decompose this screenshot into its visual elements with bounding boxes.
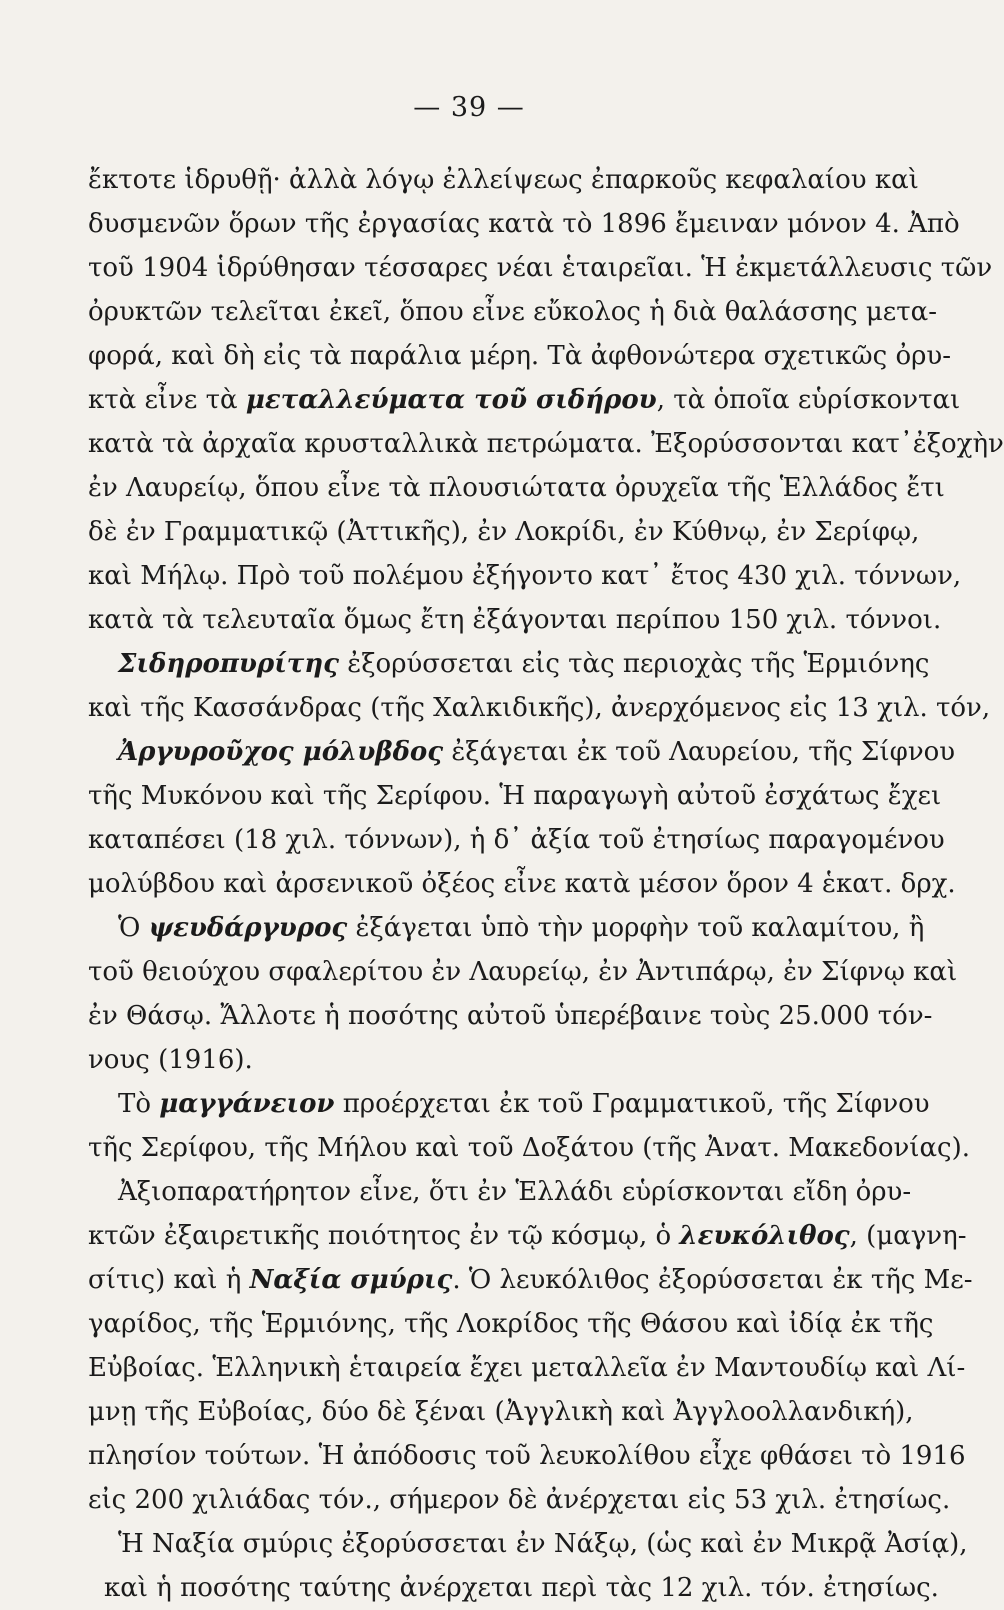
line-text: ἐν Λαυρείῳ, ὅπου εἶνε τὰ πλουσιώτατα ὀρυχεῖα τῆς Ἑλλάδος ἔτι — [88, 473, 945, 503]
text-line — [88, 1566, 939, 1610]
text-line — [88, 950, 958, 994]
text-line — [88, 818, 945, 862]
line-text: ὀρυκτῶν τελεῖται ἐκεῖ, ὅπου εἶνε εὔκολος ἡ διὰ θαλάσσης μετα- — [88, 297, 937, 327]
text-line — [88, 290, 937, 334]
line-text: ἐξορύσσεται εἰς τὰς περιοχὰς τῆς Ἑρμιόνης — [339, 649, 930, 679]
text-line — [88, 642, 930, 686]
line-text: πλησίον τούτων. Ἡ ἀπόδοσις τοῦ λευκολίθου εἶχε φθάσει τὸ 1916 — [88, 1441, 966, 1471]
line-text: κτῶν ἐξαιρετικῆς ποιότητος ἐν τῷ κόσμῳ, ὁ — [88, 1221, 680, 1251]
text-line — [88, 202, 960, 246]
page-number: — 39 — — [413, 92, 525, 123]
line-text: καὶ ἡ ποσότης ταύτης ἀνέρχεται περὶ τὰς 12 χιλ. τόν. ἐτησίως. — [104, 1573, 939, 1603]
text-line — [88, 1346, 966, 1390]
line-text: , (μαγνη- — [849, 1221, 967, 1251]
line-text: Τὸ — [118, 1089, 160, 1119]
text-line — [88, 1126, 971, 1170]
line-text: , τὰ ὁποῖα εὑρίσκονται — [656, 385, 961, 415]
text-line — [88, 862, 956, 906]
text-line — [88, 686, 991, 730]
line-text: Ἡ Ναξία σμύρις ἐξορύσσεται ἐν Νάξῳ, (ὡς καὶ ἐν Μικρᾷ Ἀσίᾳ), — [118, 1529, 968, 1559]
line-text: φορά, καὶ δὴ εἰς τὰ παράλια μέρη. Τὰ ἀφθονώτερα σχετικῶς ὀρυ- — [88, 341, 951, 371]
text-line — [88, 598, 942, 642]
text-line — [88, 246, 993, 290]
line-text: ἐξάγεται ὑπὸ τὴν μορφὴν τοῦ καλαμίτου, ἢ — [347, 913, 925, 943]
emphasized-term: Σιδηροπυρίτης — [118, 649, 340, 679]
text-line — [88, 1258, 973, 1302]
text-line — [88, 1434, 966, 1478]
text-line — [88, 378, 961, 422]
text-line — [88, 334, 951, 378]
line-text: . Ὁ λευκόλιθος ἐξορύσσεται ἐκ τῆς Με- — [452, 1265, 973, 1295]
line-text: τῆς Μυκόνου καὶ τῆς Σερίφου. Ἡ παραγωγὴ αὐτοῦ ἐσχάτως ἔχει — [88, 781, 942, 811]
emphasized-term: μαγγάνειον — [159, 1089, 335, 1119]
line-text: δὲ ἐν Γραμματικῷ (Ἀττικῆς), ἐν Λοκρίδι, ἐν Κύθνῳ, ἐν Σερίφῳ, — [88, 517, 920, 547]
emphasized-term: Ἀργυροῦχος μόλυβδος — [118, 737, 444, 767]
line-text: ἐν Θάσῳ. Ἄλλοτε ἡ ποσότης αὐτοῦ ὑπερέβαινε τοὺς 25.000 τόν- — [88, 1001, 933, 1031]
line-text: κτὰ εἶνε τὰ — [88, 385, 246, 415]
line-text: τοῦ θειούχου σφαλερίτου ἐν Λαυρείῳ, ἐν Ἀντιπάρῳ, ἐν Σίφνῳ καὶ — [88, 957, 958, 987]
text-line — [88, 1170, 912, 1214]
line-text: καὶ τῆς Κασσάνδρας (τῆς Χαλκιδικῆς), ἀνερχόμενος εἰς 13 χιλ. τόν, — [88, 693, 991, 723]
text-line — [88, 1214, 967, 1258]
line-text: σίτις) καὶ ἡ — [88, 1265, 250, 1295]
body-text — [88, 158, 1004, 1610]
text-line — [88, 1302, 934, 1346]
text-line — [88, 994, 933, 1038]
line-text: νους (1916). — [88, 1045, 253, 1075]
text-line — [88, 422, 1004, 466]
text-line — [88, 1082, 930, 1126]
text-line — [88, 730, 956, 774]
text-line — [88, 554, 962, 598]
line-text: τῆς Σερίφου, τῆς Μήλου καὶ τοῦ Δοξάτου (τῆς Ἀνατ. Μακεδονίας). — [88, 1133, 971, 1163]
line-text: Ἀξιοπαρατήρητον εἶνε, ὅτι ἐν Ἑλλάδι εὑρίσκονται εἴδη ὀρυ- — [118, 1177, 912, 1207]
line-text: μνῃ τῆς Εὐβοίας, δύο δὲ ξέναι (Ἀγγλικὴ καὶ Ἀγγλοολλανδική), — [88, 1397, 914, 1427]
line-text: εἰς 200 χιλιάδας τόν., σήμερον δὲ ἀνέρχεται εἰς 53 χιλ. ἐτησίως. — [88, 1485, 951, 1515]
line-text: τοῦ 1904 ἱδρύθησαν τέσσαρες νέαι ἑταιρεῖαι. Ἡ ἐκμετάλλευσις τῶν — [88, 253, 993, 283]
emphasized-term: μεταλλεύματα τοῦ σιδήρου — [245, 385, 657, 415]
text-line — [88, 1038, 850, 1082]
line-text: Εὐβοίας. Ἑλληνικὴ ἑταιρεία ἔχει μεταλλεῖα ἐν Μαντουδίῳ καὶ Λί- — [88, 1353, 966, 1383]
text-line — [88, 1390, 914, 1434]
line-text: γαρίδος, τῆς Ἑρμιόνης, τῆς Λοκρίδος τῆς Θάσου καὶ ἰδίᾳ ἐκ τῆς — [88, 1309, 934, 1339]
line-text: καταπέσει (18 χιλ. τόννων), ἡ δ᾽ ἀξία τοῦ ἐτησίως παραγομένου — [88, 825, 945, 855]
line-text: δυσμενῶν ὅρων τῆς ἐργασίας κατὰ τὸ 1896 ἔμειναν μόνον 4. Ἀπὸ — [88, 209, 960, 239]
emphasized-term: λευκόλιθος — [679, 1221, 850, 1251]
line-text: ἐξάγεται ἐκ τοῦ Λαυρείου, τῆς Σίφνου — [443, 737, 956, 767]
text-line — [88, 906, 925, 950]
line-text: προέρχεται ἐκ τοῦ Γραμματικοῦ, τῆς Σίφνου — [334, 1089, 930, 1119]
emphasized-term: ψευδάργυρος — [148, 913, 348, 943]
line-text: κατὰ τὰ τελευταῖα ὅμως ἔτη ἐξάγονται περίπου 150 χιλ. τόννοι. — [88, 605, 942, 635]
line-text: κατὰ τὰ ἀρχαῖα κρυσταλλικὰ πετρώματα. Ἐξορύσσονται κατ᾽ἐξοχὴν — [88, 429, 1004, 459]
text-line — [88, 1478, 951, 1522]
text-line — [88, 510, 920, 554]
text-line — [88, 1522, 968, 1566]
line-text: μολύβδου καὶ ἀρσενικοῦ ὀξέος εἶνε κατὰ μέσον ὅρον 4 ἑκατ. δρχ. — [88, 869, 956, 899]
emphasized-term: Ναξία σμύρις — [249, 1265, 453, 1295]
line-text: Ὁ — [118, 913, 149, 943]
line-text: ἔκτοτε ἱδρυθῇ· ἀλλὰ λόγῳ ἐλλείψεως ἐπαρκοῦς κεφαλαίου καὶ — [88, 165, 919, 195]
text-line — [88, 466, 945, 510]
text-line — [88, 158, 919, 202]
text-line — [88, 774, 942, 818]
line-text: καὶ Μήλῳ. Πρὸ τοῦ πολέμου ἐξήγοντο κατ᾽ ἔτος 430 χιλ. τόννων, — [88, 561, 962, 591]
